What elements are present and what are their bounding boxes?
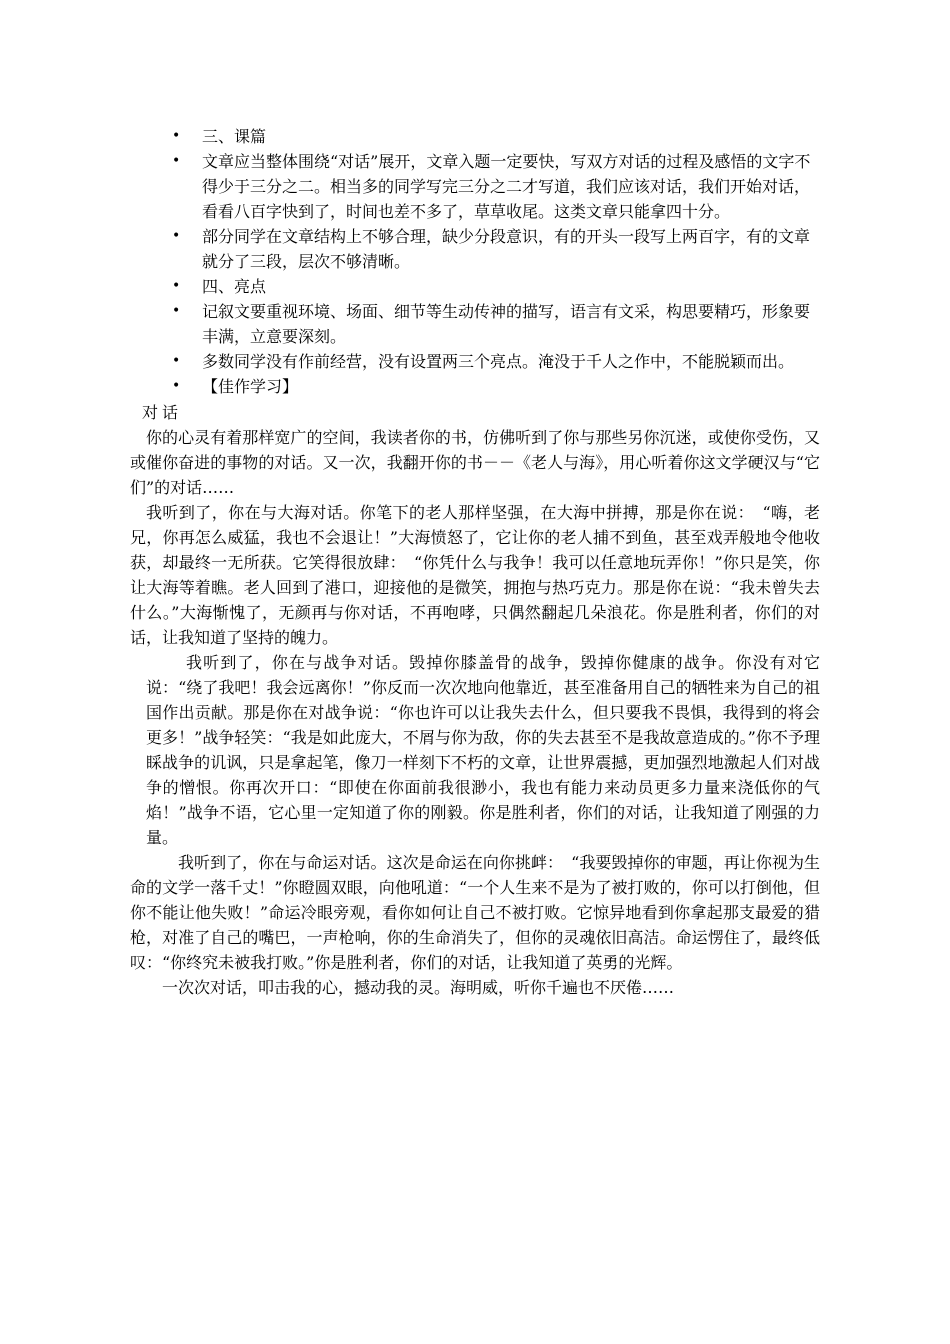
bullet-list [168, 124, 818, 399]
bullet-dot-icon: • [172, 153, 181, 169]
essay-paragraph: 一次次对话，叩击我的心，撼动我的灵。海明威，听你千遍也不厌倦…… [162, 978, 675, 997]
bullet-dot-icon: • [172, 378, 181, 394]
bullet-text: 三、课篇 [202, 127, 267, 146]
bullet-item [168, 224, 818, 274]
bullet-text: 四、亮点 [202, 277, 267, 296]
essay-paragraph: 我听到了，你在与战争对话。毁掉你膝盖骨的战争，毁掉你健康的战争。你没有对它说：“绕了我吧！我会远离你！”你反而一次次地向他靠近，甚至准备用自己的牺牲来为自己的祖国作出贡献。那是你在对战争说：“你也许可以让我失去什么，但只要我不畏惧，我得到的将会更多！”战争轻笑：“我是如此庞大，不屑与你为敌，你的失去甚至不是我故意造成的。”你不予理睬战争的讥讽，只是拿起笔，像刀一样刻下不朽的文章，让世界震撼，更加强烈地激起人们对战争的憎恨。你再次开口：“即使在你面前我很渺小，我也有能力来动员更多力量来浇低你的气焰！”战争不语，它心里一定知道了你的刚毅。你是胜利者，你们的对话，让我知道了刚强的力量。 [146, 653, 820, 847]
bullet-item [168, 349, 818, 374]
bullet-item [168, 124, 818, 149]
bullet-text: 部分同学在文章结构上不够合理，缺少分段意识，有的开头一段写上两百字，有的文章就分了三段，层次不够清晰。 [202, 227, 811, 271]
essay-paragraph: 你的心灵有着那样宽广的空间，我读者你的书，仿佛听到了你与那些另你沉迷，或使你受伤，又或催你奋进的事物的对话。又一次，我翻开你的书－－《老人与海》，用心听着你这文学硬汉与“它们”的对话…… [130, 428, 820, 497]
essay-paragraph: 我听到了，你在与大海对话。你笔下的老人那样坚强，在大海中拼搏，那是你在说： “嗨，老兄，你再怎么威猛，我也不会退让！”大海愤怒了，它让你的老人捕不到鱼，甚至戏弄般地令他收获，却最终一无所获。它笑得很放肆： “你凭什么与我争！我可以任意地玩弄你！”你只是笑，你让大海等着瞧。老人回到了港口，迎接他的是微笑，拥抱与热巧克力。那是你在说：“我未曾失去什么。”大海惭愧了，无颜再与你对话，不再咆哮，只偶然翻起几朵浪花。你是胜利者，你们的对话，让我知道了坚持的魄力。 [130, 503, 820, 647]
bullet-text: 记叙文要重视环境、场面、细节等生动传神的描写，语言有文采，构思要精巧，形象要丰满，立意要深刻。 [202, 302, 811, 346]
bullet-dot-icon: • [172, 228, 181, 244]
essay-paragraph: 我听到了，你在与命运对话。这次是命运在向你挑衅： “我要毁掉你的审题，再让你视为生命的文学一落千丈！”你瞪圆双眼，向他吼道：“一个人生来不是为了被打败的，你可以打倒他，但你不能让他失败！”命运冷眼旁观，看你如何让自己不被打败。它惊异地看到你拿起那支最爱的猎枪，对准了自己的嘴巴，一声枪响，你的生命消失了，但你的灵魂依旧高洁。命运愣住了，最终低叹：“你终究未被我打败。”你是胜利者，你们的对话，让我知道了英勇的光辉。 [130, 853, 820, 972]
bullet-text: 【佳作学习】 [202, 377, 299, 396]
essay-title: 对话 [142, 403, 183, 422]
bullet-text: 文章应当整体围绕“对话”展开，文章入题一定要快，写双方对话的过程及感悟的文字不得少于三分之二。相当多的同学写完三分之二才写道，我们应该对话，我们开始对话，看看八百字快到了，时间也差不多了，草草收尾。这类文章只能拿四十分。 [202, 152, 811, 221]
bullet-item [168, 299, 818, 349]
bullet-item [168, 274, 818, 299]
bullet-dot-icon: • [172, 278, 181, 294]
bullet-item [168, 149, 818, 224]
bullet-text: 多数同学没有作前经营，没有设置两三个亮点。淹没于千人之作中，不能脱颖而出。 [202, 352, 795, 371]
bullet-dot-icon: • [172, 303, 181, 319]
bullet-dot-icon: • [172, 353, 181, 369]
bullet-item [168, 374, 818, 399]
bullet-dot-icon: • [172, 128, 181, 144]
essay [130, 400, 820, 1000]
